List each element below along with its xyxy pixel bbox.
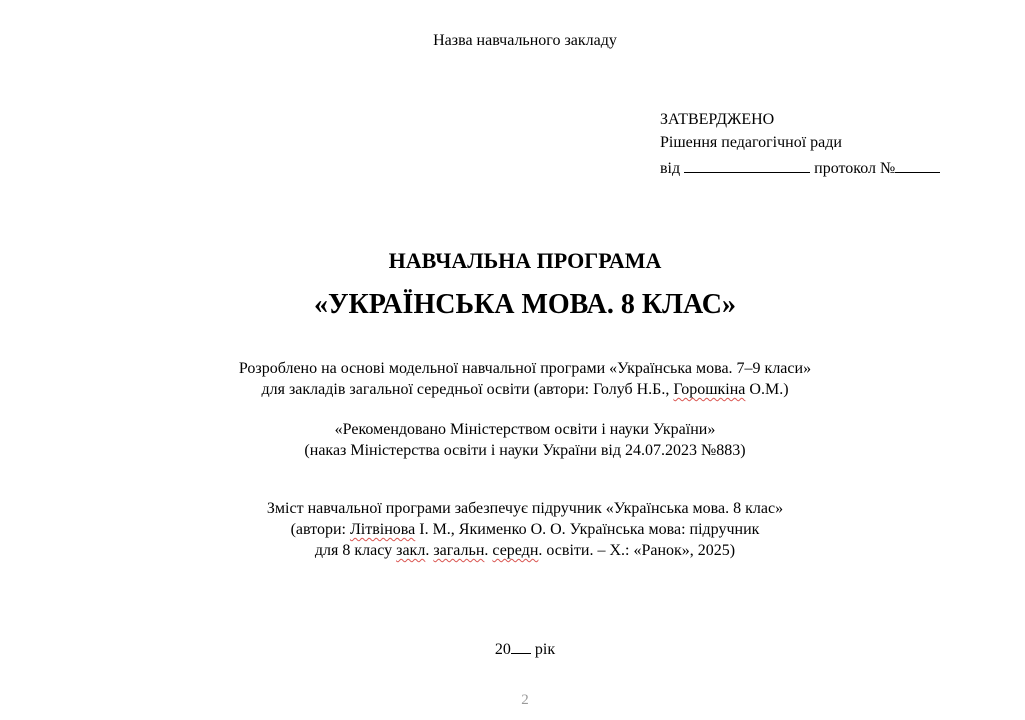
textbook-line-2-start: (автори: [290, 521, 350, 538]
sep-1: . [425, 542, 434, 559]
basis-line-1: Розроблено на основі модельної навчальної програми «Українська мова. 7–9 класи» [238, 360, 812, 377]
approval-date-prefix: від [660, 160, 681, 177]
textbook-line-3-end: . освіти. – Х.: «Ранок», 2025) [538, 542, 736, 559]
protocol-blank [895, 157, 940, 173]
basis-line-2-end: О.М.) [745, 381, 789, 398]
recommendation-line-2: (наказ Міністерства освіти і науки України від 24.07.2023 №883) [304, 442, 746, 459]
approval-protocol-label: протокол № [814, 160, 896, 177]
abbr-zakl: закл [396, 542, 426, 559]
year-line [0, 638, 1025, 660]
abbr-zahaln: загальн [433, 542, 485, 559]
year-prefix: 20 [494, 641, 511, 658]
sep-2: . [484, 542, 493, 559]
year-blank [511, 638, 531, 654]
textbook-line-3 [0, 541, 1025, 561]
institution-name: Назва навчального закладу [433, 32, 617, 49]
basis-line-2-text: для закладів загальної середньої освіти (автори: Голуб Н.Б., [261, 381, 674, 398]
basis-line-2 [0, 380, 1025, 400]
basis-author-name: Горошкіна [673, 381, 746, 398]
program-subtitle: «УКРАЇНСЬКА МОВА. 8 КЛАС» [313, 289, 737, 320]
date-blank [684, 157, 810, 173]
approval-heading: ЗАТВЕРДЖЕНО [660, 111, 775, 128]
approval-decision: Рішення педагогічної ради [660, 134, 842, 151]
program-title: НАВЧАЛЬНА ПРОГРАМА [388, 248, 662, 273]
textbook-line-3-start: для 8 класу [314, 542, 397, 559]
textbook-author-name: Літвінова [349, 521, 416, 538]
approval-date-line [660, 157, 940, 179]
textbook-line-2 [0, 520, 1025, 540]
abbr-seredn: середн [492, 542, 539, 559]
recommendation-line-1: «Рекомендовано Міністерством освіти і науки України» [334, 421, 716, 438]
year-suffix: рік [534, 641, 556, 658]
page-number: 2 [521, 692, 529, 708]
textbook-line-1: Зміст навчальної програми забезпечує підручник «Українська мова. 8 клас» [266, 500, 784, 517]
textbook-line-2-end: І. М., Якименко О. О. Українська мова: підручник [415, 521, 760, 538]
